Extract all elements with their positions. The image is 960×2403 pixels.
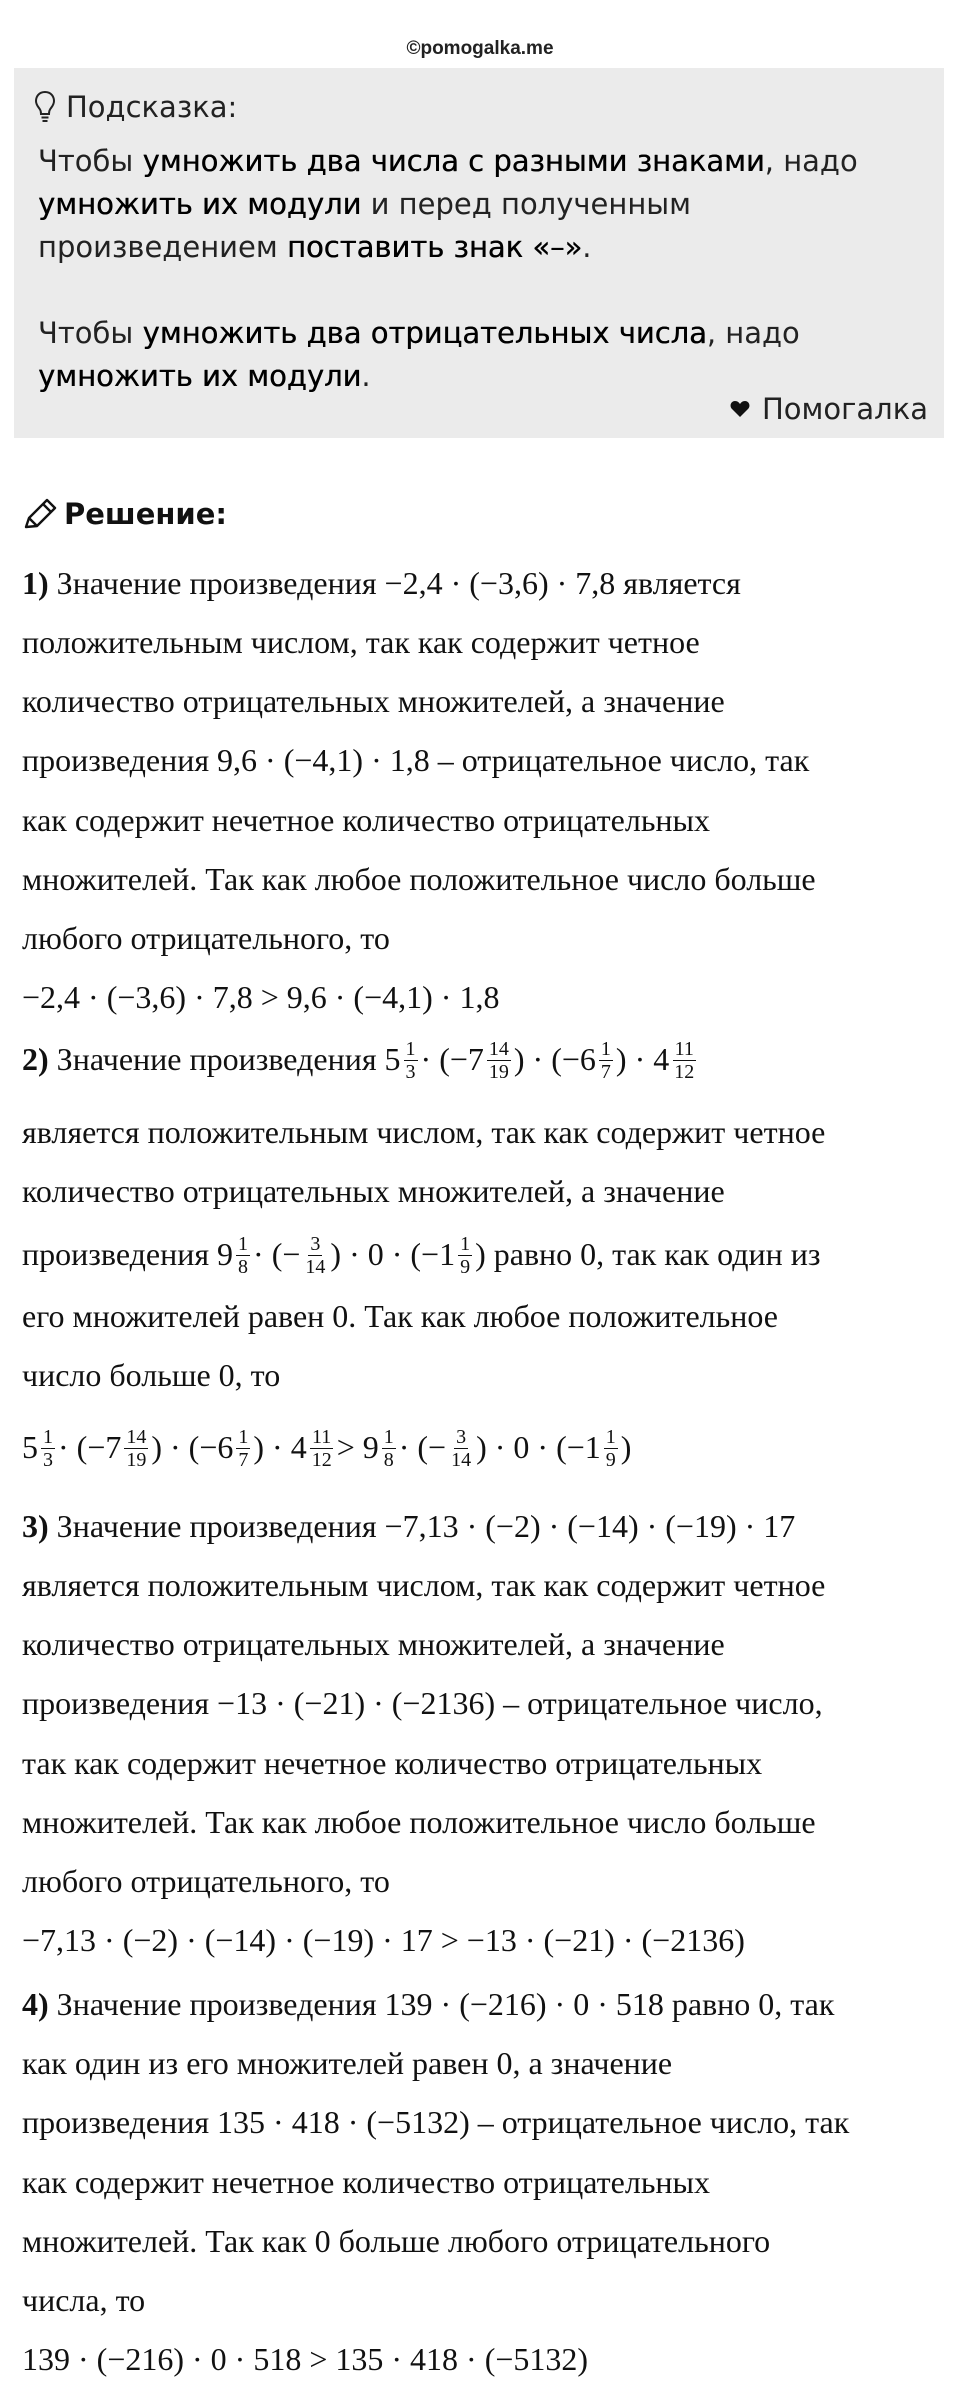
solution-line	[22, 1040, 942, 1085]
solution-text: ) · (−6	[151, 1428, 234, 1465]
solution-text: произведения 9	[22, 1235, 234, 1272]
fraction-denominator: 7	[238, 1449, 249, 1471]
fraction-numerator: 1	[238, 1233, 249, 1255]
hint-title-text: Подсказка:	[66, 90, 238, 124]
solution-text: произведения −13 · (−21) · (−2136) – отрицательное число,	[22, 1685, 823, 1721]
fraction	[599, 1038, 613, 1083]
fraction	[310, 1426, 334, 1471]
fraction	[41, 1426, 55, 1471]
fraction-denominator: 14	[451, 1449, 472, 1471]
solution-line	[22, 2104, 942, 2141]
solution-line	[22, 565, 942, 602]
solution-text: · (−	[398, 1428, 447, 1465]
fraction-numerator: 3	[310, 1233, 321, 1255]
fraction-numerator: 1	[383, 1426, 394, 1448]
solution-text: множителей. Так как 0 больше любого отрицательного	[22, 2223, 771, 2259]
solution-line	[22, 1745, 942, 1782]
hint-emphasis: умножить два числа с разными знаками	[142, 144, 765, 178]
fraction-numerator: 14	[126, 1426, 147, 1448]
hint-text: Чтобы	[38, 144, 143, 178]
solution-line	[22, 979, 942, 1016]
hint-footer-text: Помогалка	[762, 392, 928, 426]
solution-text: множителей. Так как любое положительное число больше	[22, 1804, 816, 1840]
fraction-denominator: 12	[674, 1061, 695, 1083]
solution-text: произведения 9,6 · (−4,1) · 1,8 – отрицательное число, так	[22, 742, 810, 778]
hint-paragraph-1	[38, 140, 918, 269]
solution-line	[22, 1567, 942, 1604]
fraction-numerator: 11	[312, 1426, 332, 1448]
solution-text: положительным числом, так как содержит четное	[22, 624, 700, 660]
solution-text: 5	[22, 1428, 38, 1465]
fraction-numerator: 11	[674, 1038, 694, 1060]
solution-line	[22, 2341, 942, 2378]
solution-text: Значение произведения 5	[48, 1040, 401, 1077]
solution-text: Значение произведения −2,4 · (−3,6) · 7,8 является	[48, 565, 741, 601]
solution-line	[22, 1685, 942, 1722]
hint-text: .	[582, 230, 592, 264]
hint-emphasis: умножить два отрицательных числа	[142, 316, 707, 350]
solution-text: ) · 4	[615, 1040, 670, 1077]
solution-text: количество отрицательных множителей, а значение	[22, 1173, 725, 1209]
solution-text: 139 · (−216) · 0 · 518 > 135 · 418 · (−5132)	[22, 2341, 589, 2377]
solution-text: множителей. Так как любое положительное число больше	[22, 861, 816, 897]
lightbulb-icon	[34, 90, 56, 124]
solution-line	[22, 1863, 942, 1900]
fraction	[303, 1233, 327, 1278]
hint-text: , надо	[764, 144, 858, 178]
item-number: 2)	[22, 1040, 49, 1077]
solution-line	[22, 1986, 942, 2023]
fraction	[604, 1426, 618, 1471]
hint-text: .	[361, 359, 371, 393]
fraction-numerator: 1	[43, 1426, 53, 1448]
solution-text: ) · 4	[253, 1428, 307, 1465]
fraction-denominator: 12	[311, 1449, 332, 1471]
solution-line	[22, 1357, 942, 1394]
solution-line	[22, 1173, 942, 1210]
fraction-denominator: 14	[305, 1256, 326, 1278]
solution-text: ) · (−6	[513, 1040, 596, 1077]
solution-text: как содержит нечетное количество отрицательных	[22, 2164, 711, 2200]
hint-emphasis: поставить знак «–»	[286, 230, 583, 264]
pencil-icon	[22, 497, 58, 531]
solution-text: · (−7	[420, 1040, 484, 1077]
solution-line	[22, 624, 942, 661]
solution-text: −7,13 · (−2) · (−14) · (−19) · 17 > −13 · (−21) · (−2136)	[22, 1922, 745, 1958]
fraction-denominator: 8	[383, 1449, 394, 1471]
heart-icon	[730, 400, 750, 418]
fraction	[382, 1426, 396, 1471]
fraction-numerator: 1	[460, 1233, 471, 1255]
solution-line	[22, 1922, 942, 1959]
fraction	[124, 1426, 148, 1471]
solution-text: количество отрицательных множителей, а значение	[22, 683, 725, 719]
solution-text: Значение произведения −7,13 · (−2) · (−14) · (−19) · 17	[48, 1508, 796, 1544]
solution-line	[22, 920, 942, 957]
solution-text: количество отрицательных множителей, а значение	[22, 1626, 725, 1662]
solution-text: Значение произведения 139 · (−216) · 0 · 518 равно 0, так	[48, 1986, 835, 2022]
solution-text: ) · 0 · (−1	[330, 1235, 456, 1272]
solution-text: · (−	[253, 1235, 301, 1272]
solution-line	[22, 861, 942, 898]
fraction-denominator: 3	[405, 1061, 416, 1083]
solution-text: число больше 0, то	[22, 1357, 281, 1393]
fraction-denominator: 7	[600, 1061, 611, 1083]
solution-heading	[22, 497, 227, 531]
solution-text: ) равно 0, так как один из	[475, 1235, 821, 1272]
solution-line	[22, 1235, 942, 1280]
solution-line	[22, 1114, 942, 1151]
hint-text: Чтобы	[38, 316, 143, 350]
fraction	[449, 1426, 473, 1471]
fraction-denominator: 3	[43, 1449, 53, 1471]
hint-text: , надо	[706, 316, 800, 350]
fraction	[487, 1038, 511, 1083]
fraction-denominator: 8	[238, 1256, 249, 1278]
solution-line	[22, 683, 942, 720]
fraction-numerator: 1	[605, 1426, 616, 1448]
fraction-numerator: 1	[600, 1038, 611, 1060]
hint-box	[14, 68, 944, 438]
fraction-denominator: 19	[488, 1061, 509, 1083]
solution-text: ) · 0 · (−1	[476, 1428, 601, 1465]
solution-text: числа, то	[22, 2282, 146, 2318]
solution-line	[22, 2223, 942, 2260]
fraction-denominator: 9	[460, 1256, 471, 1278]
fraction	[236, 1233, 250, 1278]
fraction	[404, 1038, 418, 1083]
solution-text: любого отрицательного, то	[22, 1863, 390, 1899]
fraction	[458, 1233, 472, 1278]
hint-emphasis: умножить их модули	[38, 359, 362, 393]
solution-line	[22, 2282, 942, 2319]
item-number: 1)	[22, 565, 49, 601]
hint-emphasis: умножить их модули	[38, 187, 362, 221]
solution-line	[22, 1298, 942, 1335]
watermark: ©pomogalka.me	[406, 38, 554, 59]
solution-line	[22, 1626, 942, 1663]
fraction-numerator: 3	[456, 1426, 467, 1448]
fraction	[672, 1038, 696, 1083]
solution-title: Решение:	[64, 497, 228, 531]
fraction	[236, 1426, 250, 1471]
solution-text: его множителей равен 0. Так как любое положительное	[22, 1298, 778, 1334]
item-number: 3)	[22, 1508, 49, 1544]
solution-line	[22, 2164, 942, 2201]
fraction-numerator: 1	[405, 1038, 416, 1060]
solution-text: так как содержит нечетное количество отрицательных	[22, 1745, 763, 1781]
solution-line	[22, 1508, 942, 1545]
hint-title	[34, 77, 237, 137]
solution-text: произведения 135 · 418 · (−5132) – отрицательное число, так	[22, 2104, 850, 2140]
solution-text: является положительным числом, так как содержит четное	[22, 1567, 826, 1603]
solution-line	[22, 2045, 942, 2082]
hint-text: и перед полученным произведением	[38, 187, 692, 264]
fraction-numerator: 1	[238, 1426, 249, 1448]
solution-line	[22, 1804, 942, 1841]
solution-line	[22, 802, 942, 839]
hint-paragraph-2	[38, 312, 918, 398]
item-number: 4)	[22, 1986, 49, 2022]
hint-footer	[730, 392, 928, 426]
solution-text: является положительным числом, так как содержит четное	[22, 1114, 826, 1150]
fraction-denominator: 9	[605, 1449, 616, 1471]
fraction-denominator: 19	[126, 1449, 147, 1471]
solution-text: как содержит нечетное количество отрицательных	[22, 802, 711, 838]
fraction-numerator: 14	[488, 1038, 509, 1060]
solution-text: как один из его множителей равен 0, а значение	[22, 2045, 673, 2081]
solution-text: > 9	[336, 1428, 379, 1465]
solution-text: −2,4 · (−3,6) · 7,8 > 9,6 · (−4,1) · 1,8	[22, 979, 500, 1015]
solution-line	[22, 742, 942, 779]
solution-text: любого отрицательного, то	[22, 920, 390, 956]
solution-text: )	[620, 1428, 632, 1465]
solution-text: · (−7	[58, 1428, 122, 1465]
solution-line	[22, 1428, 942, 1473]
